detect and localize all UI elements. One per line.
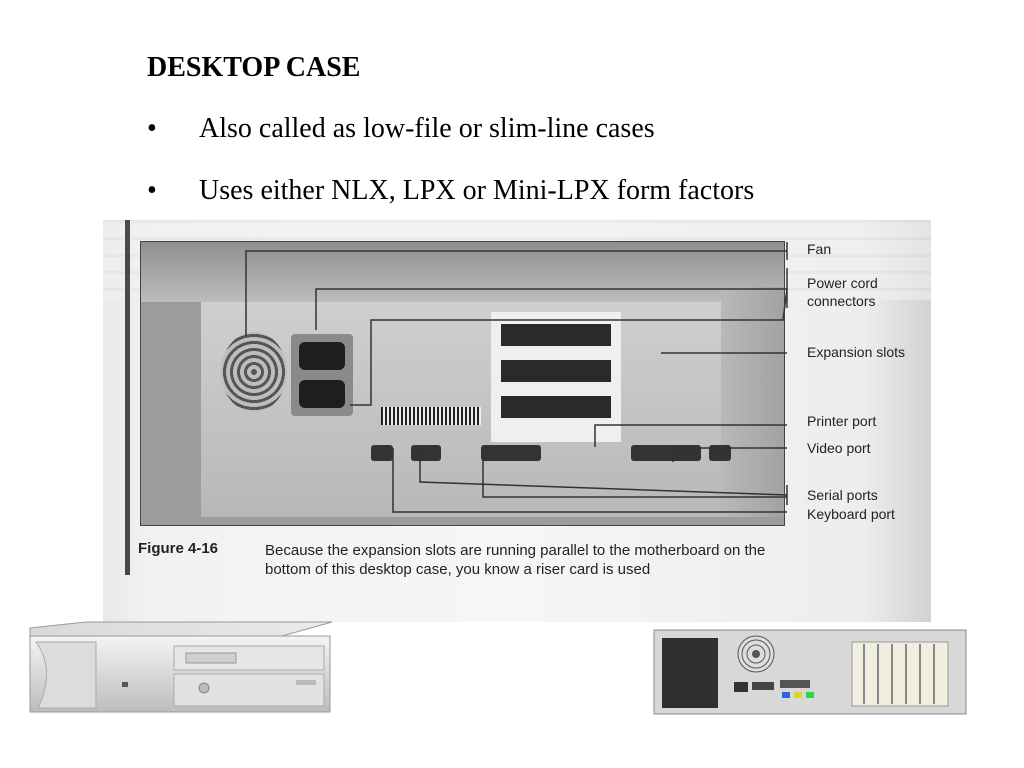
bullet-marker: • (147, 175, 157, 206)
label-expansion: Expansion slots (807, 344, 906, 360)
bullet-marker: • (147, 113, 157, 144)
figure-number: Figure 4-16 (138, 540, 219, 557)
bullet-text: Also called as low-file or slim-line cases (199, 113, 655, 144)
label-power-line1: Power cord (807, 275, 878, 291)
label-printer: Printer port (807, 413, 877, 429)
label-keyboard: Keyboard port (807, 506, 895, 522)
caption-line: Because the expansion slots are running parallel to the motherboard on the (265, 542, 766, 559)
scanned-figure (103, 220, 931, 622)
caption-line: bottom of this desktop case, you know a riser card is used (265, 561, 651, 578)
label-serial: Serial ports (807, 487, 878, 503)
label-video: Video port (807, 440, 871, 456)
figure-caption (265, 541, 925, 579)
label-power-line2: connectors (807, 293, 876, 309)
desktop-case-front-image (26, 620, 336, 718)
label-fan: Fan (807, 241, 832, 257)
desktop-case-rear-image (652, 628, 968, 716)
slide-title: DESKTOP CASE (147, 52, 361, 83)
bullet-text: Uses either NLX, LPX or Mini-LPX form factors (199, 175, 755, 206)
